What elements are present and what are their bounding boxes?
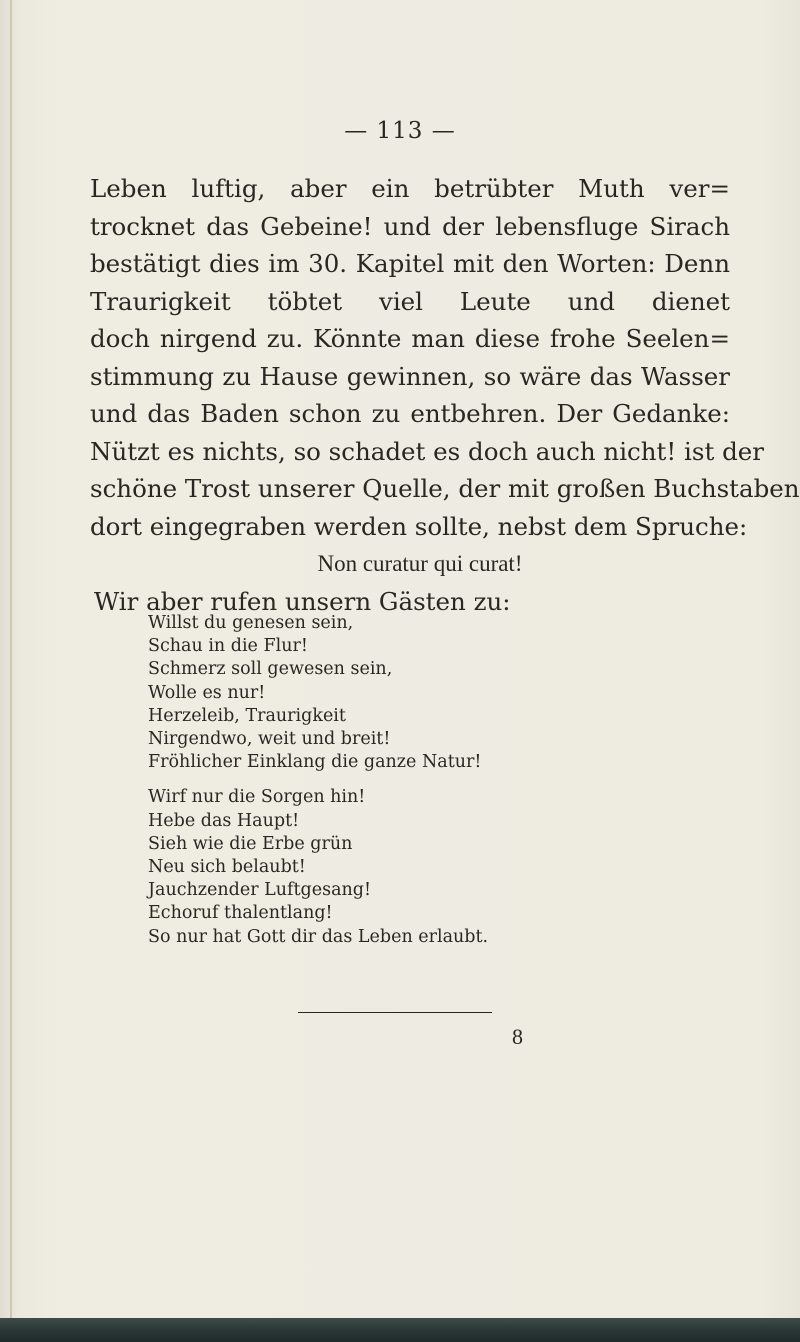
- call-line: Wir aber rufen unsern Gästen zu:: [94, 586, 511, 616]
- prose-block: [90, 170, 800, 620]
- scan-edge: [0, 1318, 800, 1342]
- poem-stanza-2: [148, 786, 708, 948]
- poem-verse: Schau in die Flur!: [148, 636, 308, 657]
- prose-line: doch nirgend zu. Könnte man diese frohe Seelen=: [90, 324, 730, 353]
- poem-verse: Willst du genesen sein,: [148, 613, 354, 633]
- poem-verse: Hebe das Haupt!: [148, 810, 300, 831]
- poem-verse: Herzeleib, Traurigkeit: [148, 705, 346, 726]
- poem-verse: Schmerz soll gewesen sein,: [148, 659, 393, 680]
- prose-line: Leben luftig, aber ein betrübter Muth ver=: [90, 174, 730, 203]
- poem-verse: So nur hat Gott dir das Leben erlaubt.: [148, 926, 489, 947]
- page-gutter: [10, 0, 12, 1342]
- prose-line: schöne Trost unserer Quelle, der mit großen Buchstaben: [90, 474, 800, 503]
- poem-stanza-1: [148, 612, 708, 774]
- poem-verse: Echoruf thalentlang!: [148, 903, 333, 924]
- prose-line: dort eingegraben werden sollte, nebst dem Spruche:: [90, 511, 748, 541]
- poem-verse: Wirf nur die Sorgen hin!: [148, 787, 366, 808]
- latin-motto: Non curatur qui curat!: [317, 551, 523, 576]
- page-number: — 113 —: [344, 118, 456, 144]
- prose-line: Traurigkeit töbtet viel Leute und dienet: [90, 286, 730, 316]
- poem-verse: Sieh wie die Erbe grün: [148, 833, 353, 854]
- prose-line: Nützt es nichts, so schadet es doch auch nicht! ist der: [90, 436, 764, 466]
- poem-verse: Fröhlicher Einklang die ganze Natur!: [148, 752, 482, 773]
- prose-line: bestätigt dies im 30. Kapitel mit den Worten: Denn: [90, 249, 730, 278]
- poem-verse: Neu sich belaubt!: [148, 857, 306, 878]
- prose-line: trocknet das Gebeine! und der lebensfluge Sirach: [90, 211, 730, 241]
- signature-mark: 8: [512, 1024, 523, 1049]
- poem-verse: Nirgendwo, weit und breit!: [148, 729, 391, 750]
- divider-rule: [298, 1012, 492, 1013]
- prose-line: und das Baden schon zu entbehren. Der Gedanke:: [90, 399, 730, 428]
- poem-verse: Jauchzender Luftgesang!: [148, 880, 372, 901]
- poem: [148, 612, 708, 961]
- poem-verse: Wolle es nur!: [148, 682, 266, 703]
- prose-line: stimmung zu Hause gewinnen, so wäre das Wasser: [90, 361, 730, 391]
